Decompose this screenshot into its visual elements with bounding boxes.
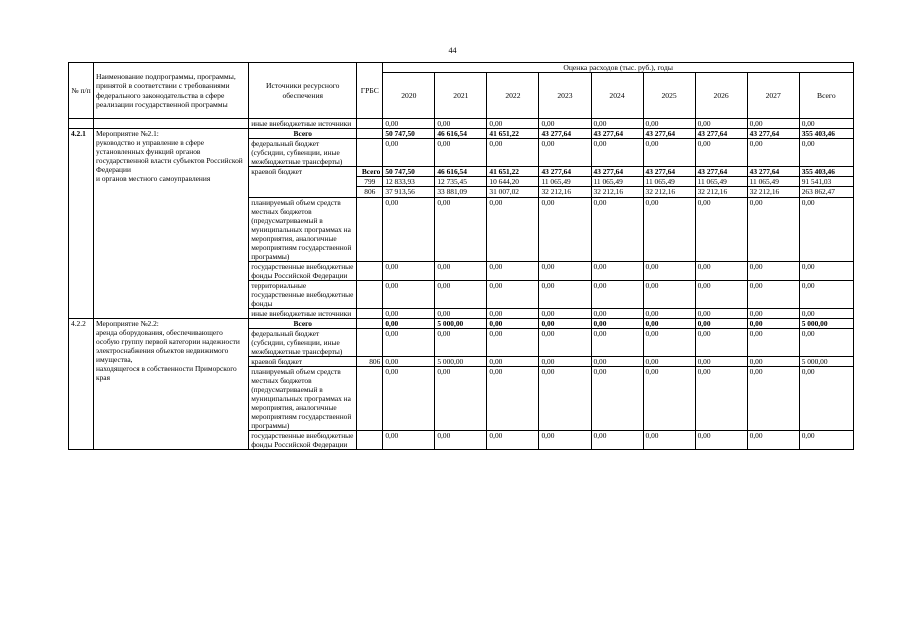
header-year: 2022: [487, 73, 539, 119]
value-cell: 0,00: [643, 139, 695, 167]
value-cell: 43 277,64: [591, 129, 643, 139]
value-cell: 0,00: [487, 328, 539, 356]
value-cell: 0,00: [539, 308, 591, 318]
header-year: 2027: [747, 73, 799, 119]
value-cell: 37 913,56: [383, 187, 435, 197]
value-cell: 0,00: [383, 318, 435, 328]
measure-text: находящегося в собственности Приморского края: [96, 364, 237, 383]
value-cell: 0,00: [643, 308, 695, 318]
value-cell: 0,00: [591, 280, 643, 308]
source-label: планируемый объем средств местных бюджетов (предусматриваемый в муниципальных программах на мероприятия, аналогичные мероприятиям государственной программы): [249, 367, 357, 431]
value-cell: 0,00: [383, 119, 435, 129]
header-year: 2024: [591, 73, 643, 119]
value-cell: 0,00: [487, 357, 539, 367]
value-cell: 0,00: [695, 197, 747, 261]
value-cell: 0,00: [435, 197, 487, 261]
header-name: Наименование подпрограммы, программы, принятой в соответствии с требованиями федерального законодательства в сфере реализации государственной программы: [94, 63, 249, 119]
table-row: [69, 318, 854, 328]
measure-name: [94, 129, 249, 319]
value-cell: 43 277,64: [539, 167, 591, 177]
value-cell: 0,00: [539, 431, 591, 450]
value-cell: 0,00: [695, 119, 747, 129]
value-cell: 0,00: [747, 119, 799, 129]
value-cell: 0,00: [539, 357, 591, 367]
value-cell: 0,00: [591, 367, 643, 431]
source-label: Всего: [249, 129, 357, 139]
value-cell: 0,00: [383, 328, 435, 356]
source-label: краевой бюджет: [249, 167, 357, 197]
source-label: федеральный бюджет (субсидии, субвенции, иные межбюджетные трансферты): [249, 328, 357, 356]
header-estimate: Оценка расходов (тыс. руб.), годы: [383, 63, 854, 73]
value-cell: 11 065,49: [643, 177, 695, 187]
value-cell: 0,00: [591, 431, 643, 450]
value-cell: 0,00: [643, 328, 695, 356]
value-cell: 0,00: [643, 318, 695, 328]
value-cell: 32 212,16: [747, 187, 799, 197]
value-cell: 0,00: [487, 308, 539, 318]
value-cell: 0,00: [799, 367, 853, 431]
value-cell: 0,00: [539, 261, 591, 280]
value-cell: 0,00: [539, 119, 591, 129]
value-cell: 11 065,49: [539, 177, 591, 187]
value-cell: 0,00: [435, 431, 487, 450]
value-cell: 0,00: [435, 261, 487, 280]
value-cell: 0,00: [487, 261, 539, 280]
value-cell: 0,00: [747, 261, 799, 280]
value-cell: 0,00: [539, 367, 591, 431]
value-cell: 0,00: [487, 139, 539, 167]
value-cell: 0,00: [799, 119, 853, 129]
measure-text: и органов местного самоуправления: [96, 174, 211, 184]
value-cell: 43 277,64: [591, 167, 643, 177]
source-label: государственные внебюджетные фонды Российской Федерации: [249, 261, 357, 280]
value-cell: 0,00: [695, 280, 747, 308]
source-label: иные внебюджетные источники: [249, 308, 357, 318]
value-cell: 32 212,16: [539, 187, 591, 197]
value-cell: 0,00: [799, 139, 853, 167]
value-cell: 0,00: [695, 431, 747, 450]
value-cell: 32 212,16: [695, 187, 747, 197]
value-cell: 33 881,09: [435, 187, 487, 197]
value-cell: 0,00: [487, 197, 539, 261]
value-cell: 0,00: [435, 280, 487, 308]
value-cell: 0,00: [487, 318, 539, 328]
value-cell: 12 833,93: [383, 177, 435, 187]
grbs-cell: Всего: [357, 167, 383, 177]
measure-name: [94, 318, 249, 449]
value-cell: 0,00: [591, 318, 643, 328]
value-cell: 0,00: [747, 197, 799, 261]
value-cell: 0,00: [747, 318, 799, 328]
table-header: [69, 63, 854, 119]
source-label: территориальные государственные внебюджетные фонды: [249, 280, 357, 308]
value-cell: 0,00: [539, 328, 591, 356]
value-cell: 0,00: [799, 280, 853, 308]
value-cell: 0,00: [487, 367, 539, 431]
value-cell: 355 403,46: [799, 167, 853, 177]
value-cell: 41 651,22: [487, 167, 539, 177]
value-cell: 43 277,64: [747, 129, 799, 139]
table-row: [69, 129, 854, 139]
header-source: Источники ресурсного обеспечения: [249, 63, 357, 119]
value-cell: 0,00: [747, 280, 799, 308]
value-cell: 0,00: [799, 261, 853, 280]
value-cell: 0,00: [591, 197, 643, 261]
value-cell: 5 000,00: [799, 318, 853, 328]
value-cell: 11 065,49: [747, 177, 799, 187]
source-label: Всего: [249, 318, 357, 328]
header-num: № п/п: [69, 63, 94, 119]
value-cell: 43 277,64: [643, 167, 695, 177]
value-cell: 0,00: [695, 139, 747, 167]
value-cell: 50 747,50: [383, 167, 435, 177]
value-cell: 263 862,47: [799, 187, 853, 197]
value-cell: 43 277,64: [643, 129, 695, 139]
resource-table: [68, 62, 854, 450]
row-number: 4.2.1: [69, 129, 94, 319]
grbs-cell: 799: [357, 177, 383, 187]
value-cell: 0,00: [591, 119, 643, 129]
value-cell: 0,00: [539, 318, 591, 328]
value-cell: 0,00: [435, 139, 487, 167]
value-cell: 0,00: [799, 197, 853, 261]
source-label: планируемый объем средств местных бюджетов (предусматриваемый в муниципальных программах на мероприятия, аналогичные мероприятиям государственной программы): [249, 197, 357, 261]
value-cell: 0,00: [435, 119, 487, 129]
value-cell: 32 212,16: [591, 187, 643, 197]
source-label: государственные внебюджетные фонды Российской Федерации: [249, 431, 357, 450]
value-cell: 91 541,03: [799, 177, 853, 187]
value-cell: 5 000,00: [799, 357, 853, 367]
value-cell: 0,00: [695, 328, 747, 356]
value-cell: 0,00: [799, 308, 853, 318]
value-cell: 46 616,54: [435, 129, 487, 139]
value-cell: 5 000,00: [435, 318, 487, 328]
source-label: иные внебюджетные источники: [249, 119, 357, 129]
value-cell: 0,00: [695, 367, 747, 431]
value-cell: 0,00: [539, 139, 591, 167]
value-cell: 0,00: [643, 431, 695, 450]
value-cell: 0,00: [799, 431, 853, 450]
value-cell: 0,00: [383, 367, 435, 431]
value-cell: 0,00: [435, 308, 487, 318]
value-cell: 43 277,64: [695, 167, 747, 177]
value-cell: 0,00: [695, 318, 747, 328]
value-cell: 0,00: [747, 308, 799, 318]
header-total: Всего: [799, 73, 853, 119]
value-cell: 0,00: [383, 139, 435, 167]
value-cell: 0,00: [747, 328, 799, 356]
value-cell: 0,00: [591, 139, 643, 167]
measure-text: аренда оборудования, обеспечивающего особую группу первой категории надежности электроснабжения объектов недвижимого имущества,: [96, 327, 240, 365]
header-year: 2020: [383, 73, 435, 119]
header-year: 2021: [435, 73, 487, 119]
source-label: федеральный бюджет (субсидии, субвенции, иные межбюджетные трансферты): [249, 139, 357, 167]
value-cell: 0,00: [643, 280, 695, 308]
value-cell: 0,00: [383, 308, 435, 318]
value-cell: 0,00: [435, 367, 487, 431]
value-cell: 0,00: [591, 328, 643, 356]
value-cell: 0,00: [539, 197, 591, 261]
value-cell: 46 616,54: [435, 167, 487, 177]
value-cell: 43 277,64: [539, 129, 591, 139]
value-cell: 0,00: [383, 357, 435, 367]
value-cell: 0,00: [383, 280, 435, 308]
measure-title: Мероприятие №2.2:: [96, 318, 159, 328]
value-cell: 43 277,64: [695, 129, 747, 139]
value-cell: 0,00: [695, 308, 747, 318]
value-cell: 50 747,50: [383, 129, 435, 139]
value-cell: 5 000,00: [435, 357, 487, 367]
page-number: 44: [448, 46, 457, 55]
value-cell: 0,00: [591, 261, 643, 280]
row-number: 4.2.2: [69, 318, 94, 449]
value-cell: 11 065,49: [591, 177, 643, 187]
value-cell: 43 277,64: [747, 167, 799, 177]
value-cell: 32 212,16: [643, 187, 695, 197]
grbs-cell: 806: [357, 357, 383, 367]
value-cell: 0,00: [383, 261, 435, 280]
value-cell: 0,00: [435, 328, 487, 356]
table-row: [69, 119, 854, 129]
value-cell: 12 735,45: [435, 177, 487, 187]
header-year: 2025: [643, 73, 695, 119]
value-cell: 11 065,49: [695, 177, 747, 187]
grbs-cell: 806: [357, 187, 383, 197]
value-cell: 0,00: [487, 431, 539, 450]
header-year: 2023: [539, 73, 591, 119]
value-cell: 0,00: [383, 197, 435, 261]
value-cell: 0,00: [591, 357, 643, 367]
value-cell: 0,00: [747, 139, 799, 167]
value-cell: 0,00: [799, 328, 853, 356]
source-label: краевой бюджет: [249, 357, 357, 367]
measure-text: руководство и управление в сфере установленных функций органов государственной власти субъектов Российской Федерации: [96, 138, 243, 175]
value-cell: 0,00: [383, 431, 435, 450]
value-cell: 0,00: [487, 119, 539, 129]
value-cell: 10 644,20: [487, 177, 539, 187]
value-cell: 0,00: [591, 308, 643, 318]
value-cell: 0,00: [643, 357, 695, 367]
value-cell: 0,00: [695, 357, 747, 367]
value-cell: 31 007,02: [487, 187, 539, 197]
value-cell: 0,00: [539, 280, 591, 308]
value-cell: 0,00: [695, 261, 747, 280]
value-cell: 41 651,22: [487, 129, 539, 139]
value-cell: 0,00: [747, 431, 799, 450]
measure-title: Мероприятие №2.1:: [96, 129, 159, 139]
value-cell: 0,00: [487, 280, 539, 308]
header-grbs: ГРБС: [357, 63, 383, 119]
value-cell: 355 403,46: [799, 129, 853, 139]
value-cell: 0,00: [643, 261, 695, 280]
value-cell: 0,00: [643, 197, 695, 261]
header-year: 2026: [695, 73, 747, 119]
value-cell: 0,00: [643, 119, 695, 129]
value-cell: 0,00: [747, 357, 799, 367]
value-cell: 0,00: [747, 367, 799, 431]
value-cell: 0,00: [643, 367, 695, 431]
